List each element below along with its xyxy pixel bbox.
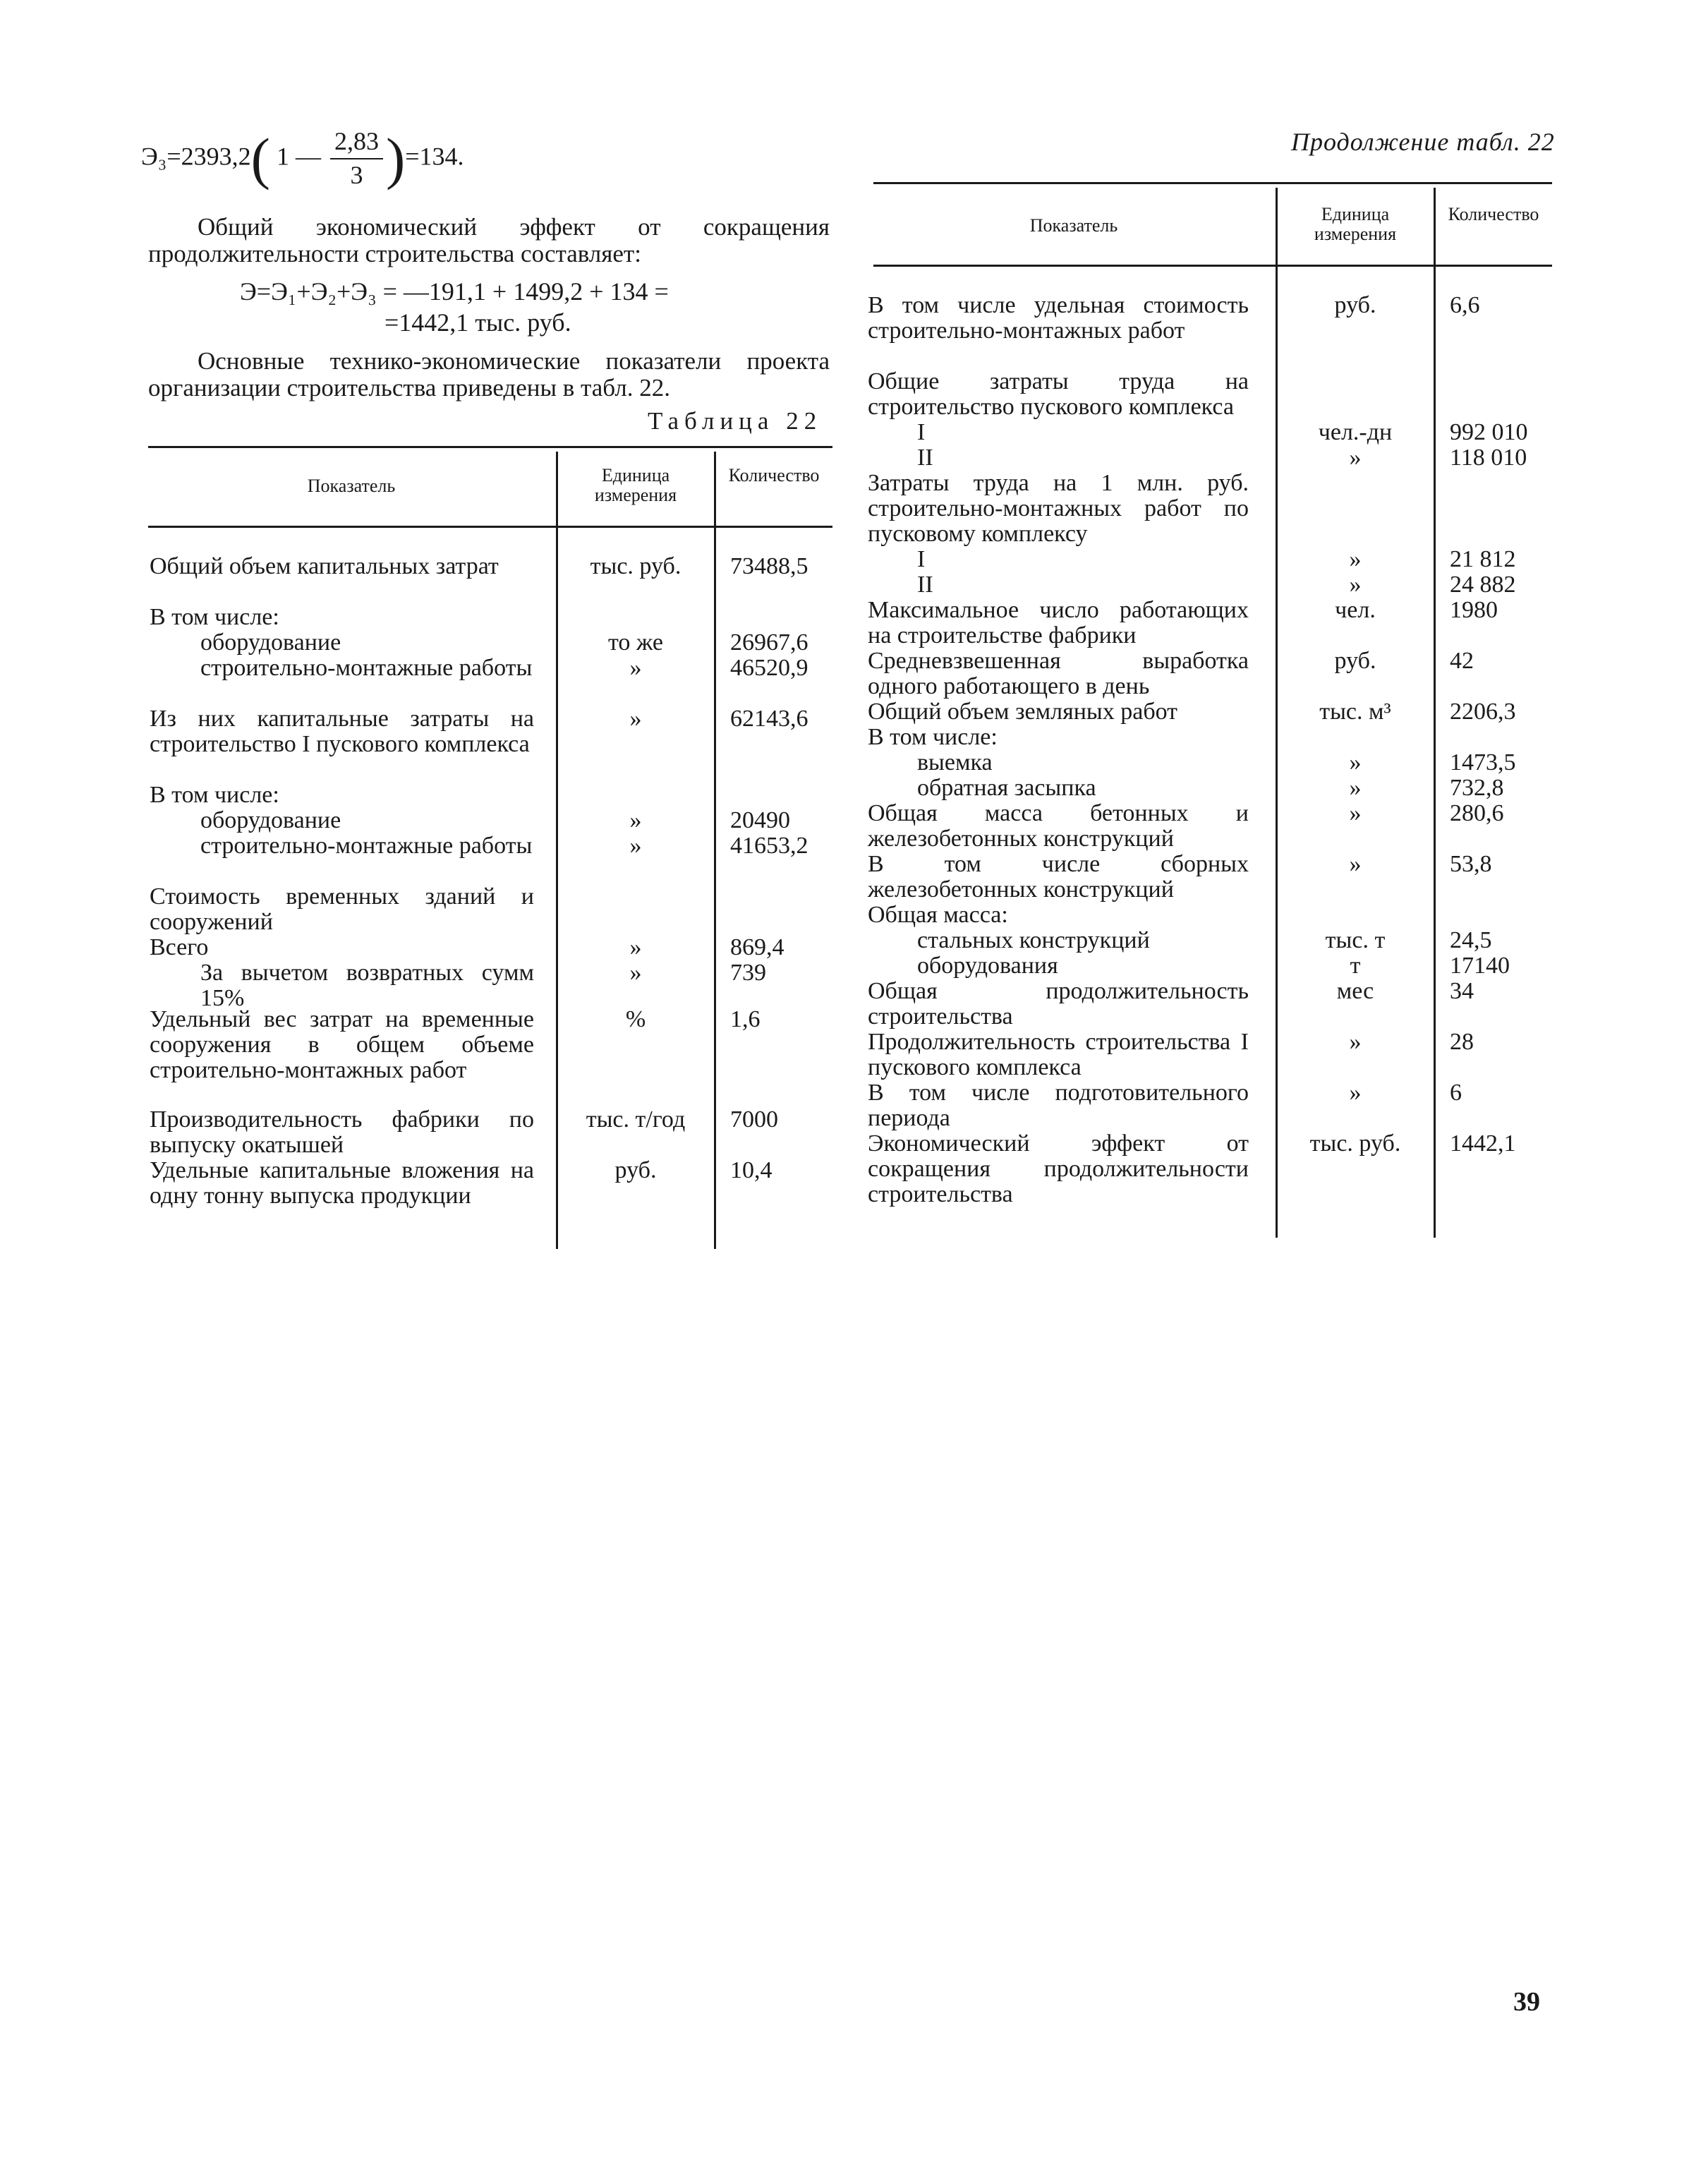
right-row-qty: 1980 [1450,597,1498,623]
left-row-qty: 73488,5 [730,553,808,579]
right-row-label: Максимальное число работающих на строительстве фабрики [868,597,1249,648]
table-header-rule [148,526,832,528]
right-row-qty: 6 [1450,1080,1462,1106]
header-unit: Единица измерения [594,465,677,505]
right-row-label: В том числе: [868,724,998,750]
left-row-label: Общий объем капитальных затрат [150,553,499,579]
right-row-unit: » [1349,572,1362,598]
right-row-unit: мес [1336,978,1374,1004]
right-table-col-divider-1 [1276,188,1278,1238]
left-row-unit: руб. [614,1157,657,1183]
right-row-label: выемка [917,749,993,775]
right-row-qty: 280,6 [1450,800,1504,826]
right-row-unit: » [1349,800,1362,826]
right-row-qty: 17140 [1450,953,1510,979]
right-row-qty: 42 [1450,648,1474,674]
right-row-unit: руб. [1334,292,1376,318]
right-row-label: I [917,419,926,445]
right-row-label: Общий объем земляных работ [868,699,1178,725]
right-row-qty: 992 010 [1450,419,1528,445]
right-row-label: Экономический эффект от сокращения продолжительности строительства [868,1130,1249,1207]
right-row-label: Продолжительность строительства I пускового комплекса [868,1029,1249,1080]
left-row-unit: » [629,706,642,732]
formula-total-line1: Э=Э₁+Э₂+Э₃ = —191,1 + 1499,2 + 134 = [240,277,669,306]
right-row-qty: 1473,5 [1450,749,1516,775]
right-row-qty: 28 [1450,1029,1474,1055]
right-row-qty: 24,5 [1450,927,1492,953]
right-row-qty: 732,8 [1450,775,1504,801]
left-row-unit: то же [607,629,664,656]
continuation-caption: Продолжение табл. 22 [1291,128,1555,156]
left-row-qty: 1,6 [730,1006,761,1032]
right-row-label: стальных конструкций [917,927,1150,953]
right-row-label: Общие затраты труда на строительство пускового комплекса [868,368,1249,420]
formula-e3-rhs: =134. [405,142,464,171]
right-row-label: II [917,445,933,471]
left-row-qty: 41653,2 [730,833,808,859]
left-row-label: строительно-монтажные работы [200,655,533,681]
right-table-col-divider-2 [1434,188,1436,1238]
left-row-label: В том числе: [150,782,279,808]
right-row-label: обратная засыпка [917,775,1096,801]
left-row-unit: тыс. руб. [590,553,682,579]
table-top-rule [148,446,832,448]
left-row-unit: » [629,833,642,859]
left-row-unit: » [629,934,642,960]
left-row-unit: тыс. т/год [586,1106,686,1133]
left-row-unit: » [629,960,642,986]
right-row-label: Средневзвешенная выработка одного работающего в день [868,648,1249,699]
right-row-qty: 6,6 [1450,292,1480,318]
left-row-qty: 46520,9 [730,655,808,681]
right-row-qty: 53,8 [1450,851,1492,877]
right-row-unit: » [1349,775,1362,801]
left-row-label: В том числе: [150,604,279,630]
left-row-unit: » [629,807,642,833]
left-row-qty: 739 [730,960,766,986]
right-row-label: В том числе сборных железобетонных конструкций [868,851,1249,903]
right-row-unit: » [1349,546,1362,572]
right-row-unit: » [1349,1080,1362,1106]
right-row-unit: чел. [1335,597,1376,623]
left-row-unit: » [629,655,642,681]
right-row-unit: » [1349,851,1362,877]
left-row-label: Производительность фабрики по выпуску окатышей [150,1106,534,1158]
right-header-qty: Количество [1448,204,1539,224]
right-row-label: В том числе подготовительного периода [868,1080,1249,1131]
right-row-unit: тыс. м³ [1319,699,1391,725]
paren-open: ( [250,126,270,191]
table-col-divider-2 [714,452,716,1249]
right-table-top-rule [873,182,1552,184]
formula-e3 [141,127,464,191]
formula-e3-fraction [330,127,383,191]
right-row-qty: 21 812 [1450,546,1516,572]
right-row-unit: » [1349,749,1362,775]
right-row-unit: руб. [1334,648,1376,674]
header-qty: Количество [728,465,820,485]
right-row-label: Общая масса бетонных и железобетонных конструкций [868,800,1249,852]
right-row-qty: 118 010 [1450,445,1527,471]
fraction-numerator: 2,83 [330,127,383,159]
left-row-label: Стоимость временных зданий и сооружений [150,883,534,935]
fraction-denominator: 3 [350,161,363,189]
paragraph-effect: Общий экономический эффект от сокращения продолжительности строительства составляет: [148,213,830,267]
right-row-unit: тыс. руб. [1309,1130,1401,1157]
left-row-qty: 62143,6 [730,706,808,732]
right-row-label: В том числе удельная стоимость строительно-монтажных работ [868,292,1249,344]
right-row-unit: чел.-дн [1318,419,1393,445]
paren-close: ) [385,126,406,191]
header-indicator: Показатель [307,476,396,496]
right-row-unit: » [1349,445,1362,471]
left-row-label: оборудование [200,807,341,833]
left-row-qty: 26967,6 [730,629,808,656]
right-row-qty: 24 882 [1450,572,1516,598]
table-caption: Таблица 22 [648,407,823,435]
right-row-unit: т [1350,953,1361,979]
formula-total-line2: =1442,1 тыс. руб. [384,308,571,337]
page-number: 39 [1513,1987,1540,2017]
right-row-qty: 2206,3 [1450,699,1516,725]
right-row-unit: » [1349,1029,1362,1055]
paragraph-indicators: Основные технико-экономические показатели проекта организации строительства приведены в табл. 22. [148,347,830,402]
left-row-unit: % [625,1006,646,1032]
right-row-label: Общая продолжительность строительства [868,978,1249,1030]
left-row-label: Из них капитальные затраты на строительство I пускового комплекса [150,706,534,757]
right-row-label: Общая масса: [868,902,1008,928]
formula-e3-one-minus: 1 — [276,142,321,171]
left-row-qty: 869,4 [730,934,785,960]
left-row-qty: 20490 [730,807,790,833]
left-row-label: Удельный вес затрат на временные сооружения в общем объеме строительно-монтажных работ [150,1006,534,1083]
right-header-unit: Единица измерения [1314,204,1397,244]
left-row-label: оборудование [200,629,341,656]
left-row-qty: 10,4 [730,1157,773,1183]
left-row-label: Всего [150,934,209,960]
right-row-label: I [917,546,926,572]
right-row-label: II [917,572,933,598]
table-col-divider-1 [556,452,558,1249]
right-row-label: Затраты труда на 1 млн. руб. строительно-монтажных работ по пусковому комплексу [868,470,1249,547]
right-row-unit: тыс. т [1325,927,1386,953]
right-header-indicator: Показатель [1029,215,1118,236]
left-row-label: Удельные капитальные вложения на одну тонну выпуска продукции [150,1157,534,1209]
formula-e3-lhs: Э₃=2393,2 [141,142,251,171]
left-row-qty: 7000 [730,1106,778,1133]
left-row-label: За вычетом возвратных сумм 15% [200,960,534,1011]
right-row-label: оборудования [917,953,1058,979]
left-row-label: строительно-монтажные работы [200,833,533,859]
right-row-qty: 34 [1450,978,1474,1004]
right-row-qty: 1442,1 [1450,1130,1516,1157]
right-table-header-rule [873,265,1552,267]
